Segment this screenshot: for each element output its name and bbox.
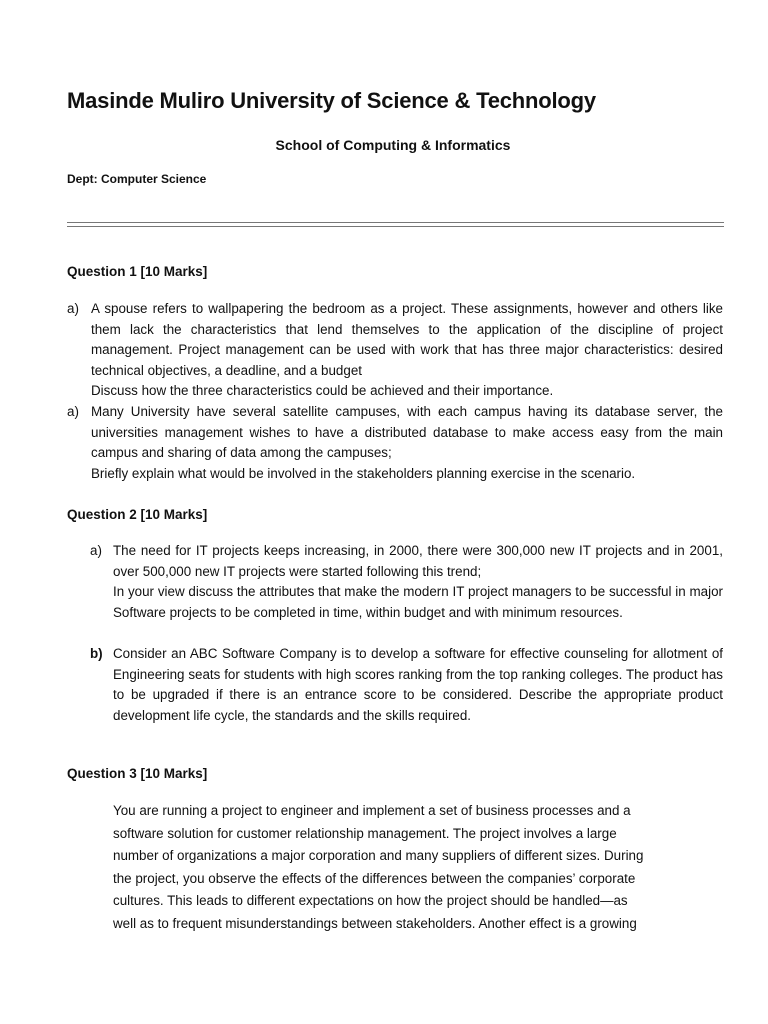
q1-item-2 [91, 402, 723, 484]
q3-line: cultures. This leads to different expectations on how the project should be handled—as [113, 893, 628, 909]
q1-item-1-text: A spouse refers to wallpapering the bedroom as a project. These assignments, however and others like them lack the characteristics that lend themselves to the application of the discipline of project management. Project management can be used with work that has three major characteristics: desired technical objectives, a deadline, and a budget [91, 301, 723, 378]
q3-paragraph [113, 800, 723, 936]
q2-item-a-text: The need for IT projects keeps increasing, in 2000, there were 300,000 new IT projects and in 2001, over 500,000 new IT projects were started following this trend; [113, 543, 723, 579]
university-title: Masinde Muliro University of Science & Technology [67, 88, 596, 113]
q2-item-b-text: Consider an ABC Software Company is to develop a software for effective counseling for allotment of Engineering seats for students with high scores ranking from the top ranking colleges. The product has to be upgraded if there is an entrance score to be considered. Describe the appropriate product development life cycle, the standards and the skills required. [113, 646, 723, 723]
q1-item-1-task: Discuss how the three characteristics could be achieved and their importance. [91, 383, 554, 398]
q1-item-1-marker: a) [67, 301, 79, 316]
q3-line: software solution for customer relationship management. The project involves a large [113, 825, 617, 841]
question-3-heading: Question 3 [10 Marks] [67, 766, 208, 781]
question-2-heading: Question 2 [10 Marks] [67, 507, 208, 522]
q2-item-a [113, 541, 723, 623]
q1-item-2-marker: a) [67, 404, 79, 419]
q2-item-b [113, 644, 723, 726]
q2-item-a-task: In your view discuss the attributes that make the modern IT project managers to be successful in major Software projects to be completed in time, within budget and with minimum resources. [113, 584, 723, 620]
q3-line: You are running a project to engineer and implement a set of business processes and a [113, 803, 631, 818]
q1-item-2-text: Many University have several satellite campuses, with each campus having its database server, the universities management wishes to have a distributed database to make access easy from the main campus and sharing of data among the campuses; [91, 404, 723, 460]
header-divider [67, 222, 724, 227]
q2-item-a-marker: a) [90, 543, 102, 558]
q3-line: number of organizations a major corporation and many suppliers of different sizes. During [113, 848, 644, 864]
q2-item-b-marker: b) [90, 646, 103, 661]
q3-line: the project, you observe the effects of the differences between the companies’ corporate [113, 870, 636, 886]
q1-item-2-task: Briefly explain what would be involved in the stakeholders planning exercise in the scenario. [91, 465, 636, 481]
department-label: Dept: Computer Science [67, 172, 207, 186]
q3-line: well as to frequent misunderstandings between stakeholders. Another effect is a growing [113, 915, 637, 931]
q1-item-1 [91, 299, 723, 402]
question-1-heading: Question 1 [10 Marks] [67, 264, 208, 279]
school-name: School of Computing & Informatics [275, 137, 511, 153]
